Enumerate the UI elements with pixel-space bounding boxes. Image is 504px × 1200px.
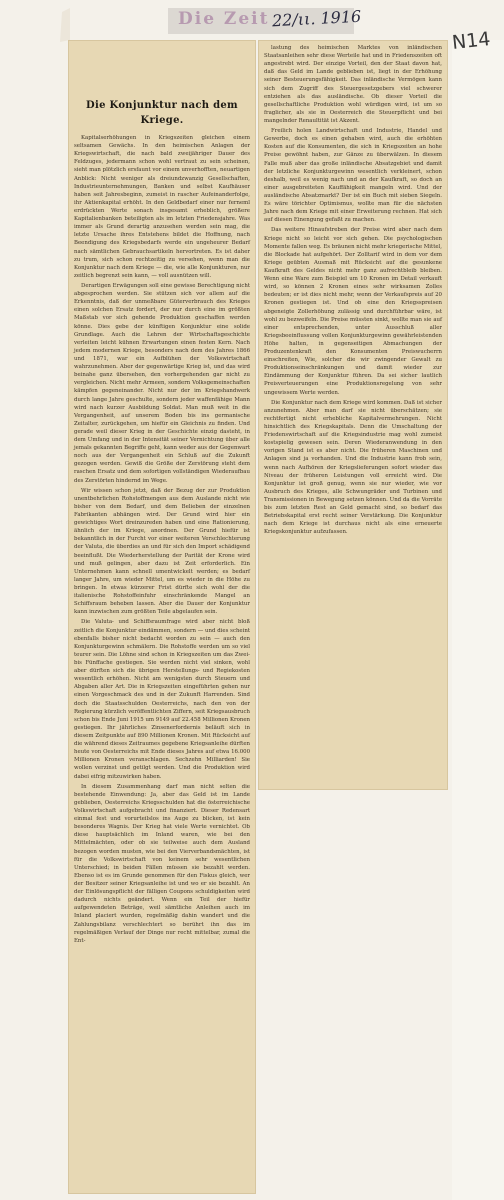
article-title: Die Konjunktur nach dem Kriege.	[86, 100, 238, 126]
paragraph: Die Konjunktur nach dem Kriege wird kommen. Daß ist sicher anzunehmen. Aber man darf sie nicht überschätzen; sie rechtfertigt nicht erhebliche Kapitalvermehrungen. Nicht hinsichtlich des Kriegskapitals. Denn die Umschaltung der Friedenswirtschaft auf die Kriegsindustrie mag wohl zumeist kostspielig gewesen sein. Deren Wiederanwendung in den vorigen Stand ist es aber nicht. Die früheren Maschinen und Anlagen sind ja vorhanden. Und die Industrie kann frob sein, wenn nach Aufhören der Kriegslieferungen sofort wieder das Niveau der früheren Leistungen voll erreicht wird. Die Konjunktur ist groß genug, wenn sie nur wieder, wie vor Ausbruch des Krieges, alle Schwungräder und Turbinen und Transmissionen in Bewegung setzen können. Und da die Vorräte bis zum letzten Rest an Geld gemacht sind, so bedarf das Betriebskapital erst recht seiner Verstärkung. Die Konjunktur nach dem Kriege ist durchaus nicht als eine erneuerte Kriegskonjunktur aufzufassen.	[264, 399, 442, 536]
handwritten-reference: N14	[450, 28, 492, 54]
paragraph: Derartigen Erwägungen soll eine gewisse Berechtigung nicht abgesprochen werden. Sie stützen sich vor allem auf die Erkenntnis, daß der unmeßbare Güterverbrauch des Krieges einen solchen Ersatz fordert, der nur durch eine im größten Maßstab vor sich gehende Produktion geschaffen werden könne. Dies gebe der künftigen Konjunktur eine solide Grundlage. Auch die Lehren der Wirtschaftsgeschichte verleiten leicht kühnen Erwartungen einen festen Kern. Nach jedem modernen Kriege, besonders nach dem des Jahres 1866 und 1871, war ein Aufblühen der Volkswirtschaft wahrzunehmen. Aber der gegenwärtige Krieg ist, und das wird beinahe ganz übersehen, den vorhergehenden gar nicht zu vergleichen. Nicht mehr Armeen, sondern Volksgemeinschaften kämpfen gegeneinander. Nicht nur der im Kriegshandwerk durch lange Jahre geschulte, sondern jeder waffenfähige Mann wird nach kurzer Ausbildung Soldat. Man muß weit in die Vergangenheit, auf unserem Boden bis ins germanische Zeitalter, zurückgehen, um hiefür ein Gleichnis zu finden. Und gerade weil dieser Krieg in der Geschichte einzig dasteht, in dem Umfang und in der Intensität seiner Vernichtung über alle jemals gekannten Begriffe geht, kann weder aus der Gegenwart noch aus der Vergangenheit ein Schluß auf die Zukunft gezogen werden. Gewiß die Größe der Zerstörung steht dem raschen Ersatz und dem sofortigen vollständigen Wiederaufbau des Zerstörten hindernd im Wege.	[74, 282, 250, 484]
paragraph: Die Valuta- und Schiffsraumfrage wird aber nicht bloß zeitlich die Konjunktur eindämmen, sondern — und dies scheint ebenfalls bisher nicht bedacht worden zu sein — auch den Konjunkturgewinn schmälern. Die Rohstoffe werden um so viel teurer sein. Die Löhne sind schon in Kriegszeiten um das Zwei- bis Fünffache gestiegen. Sie werden nicht viel sinken, wohl aber dürften sich die übrigen Herstellungs- und Regiekosten wesentlich erhöhen. Nicht am wenigsten durch Steuern und Abgaben aller Art. Die in Kriegszeiten eingeführten gehen nur einen Vorgeschmack des und in der Zukunft Harrenden. Sind doch die Staatsschulden Oesterreichs, nach den von der Regierung kürzlich veröffentlichten Ziffern, seit Kriegsausbruch schon bis Ende Juni 1915 um 9149 auf 22.458 Millionen Kronen gestiegen. Ihr jährliches Zinsenerfordernis beläuft sich in diesem Zeitpunkte auf 890 Millionen Kronen. Mit Rücksicht auf die während dieses Zeitraumes gegebene Kriegsanleihe dürften heute von Oesterreichs mit Ende dieses Jahres auf etwa 16.000 Millionen Kronen veranschlagen. Sechzehn Milliarden! Sie wollen verzinst und getilgt werden. Und die Produktion wird dabei eifrig mitzuwirken haben.	[74, 619, 251, 780]
paragraph: Wir wissen schon jetzt, daß der Bezug der zur Produktion unentbehrlichen Rohstoffmengen aus dem Auslande nicht wie bisher von dem Bedarf, und dem Belieben der einzelnen Fabrikanten abhängen wird. Der Grund wird hier ein gewichtiges Wort dreinzureden haben und eine Rationierung, ähnlich der im Kriege, anordnen. Der Grund hiefür ist bekanntlich in der Furcht vor einer weiteren Verschlechterung der Valuta, die überdies an und für sich den Import schädigend beeinflußt. Die Wiederherstellung der Parität der Krone wird und muß gelingen, aber dazu ist Zeit erforderlich. Ein Unternehmen kann schnell umentwickelt werden; es bedarf langer Jahre, um wieder Mittel, um es wieder in die Höhe zu bringen. In etwas kürzerer Frist dürfte sich wohl der die italienische Rohstoffeinfuhr einschränkende Mangel an Schiffsraum beheben lassen. Aber die Dauer der Konjunktur kann inzwischen zum größten Teile abgelaufen sein.	[74, 487, 250, 616]
masthead-title: Die Zeit	[178, 9, 270, 29]
paragraph: In diesem Zusammenhang darf man nicht selten die bestehende Einwendung: Ja, aber das Geld ist im Lande geblieben, Oesterreichs Kriegsschulden hat die österreichische Volkswirtschaft aufgebracht und finanziert. Dieser Redensart einmal fest und vorurteilslos ins Auge zu blicken, ist kein besonderes Wagnis. Der Krieg hat viele Werte vernichtet. Ob diese hauptsächlich im Inland waren, wie bei den Mittelmächten, oder ob sie teilweise auch dem Ausland bezogen worden musten, wie bei den Vierverbandsmächten, ist für die Volkswirtschaft von keinem sehr wesentlichen Unterschied; in beiden Fällen müssen sie bezahlt werden. Ebenso ist es im Grunde genommen für den Fiskus gleich, wer der Besitzer seiner Kriegsanleihe ist und wo er sie bezahlt. An der Einlösungspflicht der fälligen Coupons schuldigkeiten wird dadurch nichts geändert. Wenn ein Teil der hiefür aufgewendeten Beträge, weil sämtliche Anleihen auch im Inland placiert wurden, regelmäßig dahin wandert und die Zahlungsbilanz verschlechtert so berührt ihn das im regelmäßigen Verlauf der Dinge nur recht mittelbar, zumal die Ent-	[74, 783, 250, 944]
clipping-right-column	[258, 40, 448, 790]
handwritten-date: 22/ιι. 1916	[271, 6, 362, 31]
left-column-text	[68, 98, 256, 945]
paragraph: Freilich holen Landwirtschaft und Industrie, Handel und Gewerbe, doch es einen gehaben wird, auch die erhöhten Kosten auf die Konsumenten, die sich in Kriegszeiten an hohe Preise gewöhnt haben, zur Gänze zu überwälzen. In diesem Falle muß aber das große inländische Absatzgebiet und damit der letzliche Konjunkturgewinn wesentlich verkleinert, schon deshalb, weil es wenig nach und an der Kaufkraft, so doch an einer ausgebreiteten Kauffähigkeit mangeln wird. Und der ausländische Absatzmarkt? Der ist ein Buch mit sieben Siegeln. Es wäre törichter Optimismus, wollte man für die nächsten Jahre nach dem Kriege mit einer Erweiterung rechnen. Hat sich auf diesen Einengung gefaßt zu machen.	[264, 128, 442, 224]
paragraph: Kapitalserhöhungen in Kriegszeiten gleichen einem seltsamen Gewächs. In den heimischen Anlagen der Kriegswirtschaft, die nach bald zweijähriger Dauer des Feldzuges, jedermann schon wohl vertraut zu sein scheinen, sieht man plötzlich ersfaunt vor einem unverhofften, neuartigen Anblick: Nicht weniger als dreiundzwanzig Gesellschaften, Industrieunternehmungen, Banken und selbst Kaufhäuser haben seit Jahresbeginn, zumeist in rascher Aufeinanderfolge, ihr Aktienkapital erhöht. In den Geldbedarf einer nur ferneml erdrückten Werte sonach insgesamt erheblich, größere Kapitalienbanken beteiligten als im letzten Friedensjahre. Was immer als Grund derartig anzusehen werden sein mag, die letzte Ursache ihres Entstehens bildet die Hoffnung, nach Beendigung des Kriegsbedarfs werde ein ungeheurer Bedarf nach sämtlichen Gebrauchsartikeln hervortreten. Es ist daher zu trum, sich schon rechtzeitig zu versehen, wenn man die Konjunktur nach dem Kriege — die, wie alle Konjunkturen, nur zeitlich begrenzt sein kann, — voll ausnützen will.	[74, 135, 250, 279]
right-column-text	[258, 40, 448, 537]
paragraph: lastung des heimischen Marktes von inländischen Staatsanleihen sehr diese Werteile hat und in Friedenszeiten oft angestrebt wird. Der einzige Vorteil, den der Staat davon hat, daß das Geld im Lande geblieben ist, liegt in der Erhöhung seiner Besteuerungsfähigkeit. Das inländische Vermögen kann sich dem Zugriff des Steuergesetzgebers viel schwerer entziehen als das ausländische. Ob dieser Vorteil die gesellschaftliche Produktion wohl würdigen wird, ist um so fraglicher, als sie in Oesterreich die Steuerpflicht und bei mangelnder Renaultität ist Akzent.	[264, 45, 442, 124]
clipping-left-column	[68, 40, 256, 1194]
paragraph: Das weitere Hinaufstreben der Preise wird aber nach dem Kriege nicht so leicht vor sich gehen. Die psychologischen Momente fallen weg. Es bräunen nicht mehr kriegerische Mittel, die Blockade hat aufgehört. Der Zolltarif wird in dem vor dem Kriege geübten Ausmaß mit Rücksicht auf die gesunkene Kaufkraft des Geldes nicht mehr ganz aufrechtbleib bleiben. Wenn eine Ware zum Beispiel um 10 Kronen im Detail verkauft wird, so können 2 Kronen eines sehr wirksamen Zolles bedeuten; er ist dies nicht mehr, wenn der Verkaufspreis auf 20 Kronen gestiegen ist. Und ob eine den Kriegsspreisen abgeneigte Zollerhöhung zulässig und durchführbar wäre, ist wohl zu bezweifeln. Die Preise müssten sinkt, wollte man sie auf einer entsprechenden, unter Ausschluß aller Kriegsbeeinflussung vollen Konjunkturgewinn gewährleistenden Höhe halten, in gegenseitigen Abmachungen der Produzentenkraft den Konsumenten Preiswucherrn einschreiten, Wie, solcher die wir zwingender Gewalt zu Produktionseinschränkungen und damit wieder zur Eindämmung der Konjunktur führen. Da sei sicher lautlich Preisverteuerungen eine Produktionsregelung von sehr ungewissem Werte werden.	[264, 227, 442, 396]
